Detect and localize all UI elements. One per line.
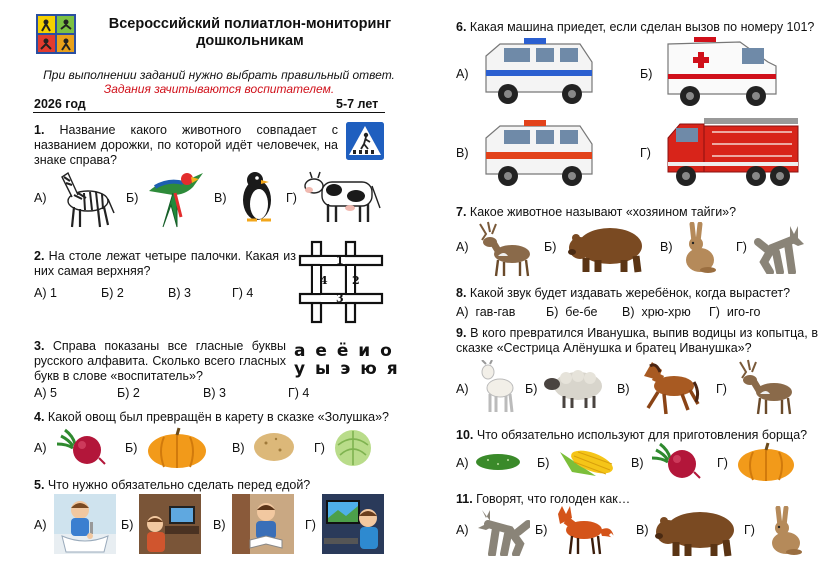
q3-option-d[interactable]: Г) 4: [288, 386, 310, 400]
q6-option-b[interactable]: Б): [640, 67, 653, 81]
watching-tv-icon[interactable]: [139, 494, 201, 554]
q1-option-b[interactable]: Б): [126, 191, 139, 205]
q9-option-a[interactable]: А): [456, 382, 469, 396]
bear-icon[interactable]: [566, 220, 648, 274]
instruction-text: При выполнении заданий нужно выбрать правильный ответ.: [43, 68, 395, 82]
stick-label-1: 1: [336, 254, 344, 267]
q11-option-a[interactable]: А): [456, 523, 469, 537]
question-10: [456, 428, 826, 443]
question-number: 4.: [34, 410, 45, 424]
stick-label-3: 3: [336, 292, 344, 305]
q8-option-b[interactable]: Б) бе-бе: [546, 305, 598, 319]
q6-option-d[interactable]: Г): [640, 146, 651, 160]
q4-option-d[interactable]: Г): [314, 441, 325, 455]
q9-option-c[interactable]: В): [617, 382, 630, 396]
potato-icon[interactable]: [252, 430, 296, 464]
question-text: Какое животное называют «хозяином тайги»?: [469, 205, 737, 219]
police-car-icon[interactable]: [480, 34, 598, 110]
hare-icon[interactable]: [678, 222, 718, 274]
question-text: Какой звук будет издавать жеребёнок, когда вырастет?: [469, 286, 791, 300]
header-divider: [33, 112, 385, 113]
wolf-icon[interactable]: [474, 506, 530, 556]
question-number: 2.: [34, 249, 45, 263]
question-text: На столе лежат четыре палочки. Какая из них самая верхняя?: [34, 249, 296, 278]
q1-option-a[interactable]: А): [34, 191, 47, 205]
question-number: 9.: [456, 326, 467, 340]
sticks-puzzle: [298, 240, 384, 324]
question-text: Говорят, что голоден как…: [476, 492, 631, 506]
question-9: [456, 326, 818, 356]
question-text: Какая машина приедет, если сделан вызов по номеру 101?: [469, 20, 815, 34]
age-label: 5-7 лет: [336, 97, 379, 111]
question-number: 10.: [456, 428, 474, 442]
stick-label-2: 2: [352, 274, 360, 287]
question-number: 3.: [34, 339, 45, 353]
vowels-row-1: а е ё и о: [294, 341, 394, 361]
question-text: Справа показаны все гласные буквы русского алфавита. Сколько всего гласных букв в слове «воспитатель»?: [34, 339, 286, 383]
question-3: [34, 339, 286, 384]
penguin-icon[interactable]: [235, 168, 281, 224]
q8-option-a[interactable]: А) гав-гав: [456, 305, 516, 319]
title-line-1: Всероссийский полиатлон-мониторинг: [108, 16, 392, 32]
q9-option-b[interactable]: Б): [525, 382, 538, 396]
note-text: Задания зачитываются воспитателем.: [103, 82, 335, 96]
q10-option-a[interactable]: А): [456, 456, 469, 470]
question-number: 1.: [34, 123, 45, 137]
reindeer-icon[interactable]: [734, 358, 796, 416]
question-7: [456, 205, 826, 220]
q5-option-d[interactable]: Г): [305, 518, 316, 532]
question-4: [34, 410, 394, 425]
q2-option-b[interactable]: Б) 2: [101, 286, 124, 300]
question-11: [456, 492, 826, 507]
ambulance-icon[interactable]: [664, 34, 782, 110]
question-number: 8.: [456, 286, 467, 300]
q3-option-a[interactable]: А) 5: [34, 386, 57, 400]
reindeer-icon[interactable]: [474, 220, 534, 278]
question-text: В кого превратился Иванушка, выпив водицы из копытца, в сказке «Сестрица Алёнушка и братец Иванушка»?: [456, 326, 818, 355]
question-number: 11.: [456, 492, 473, 506]
fire-truck-icon[interactable]: [664, 114, 802, 192]
question-1: [34, 123, 338, 168]
question-text: Что обязательно используют для приготовления борща?: [476, 428, 808, 442]
question-8: [456, 286, 826, 301]
q10-option-c[interactable]: В): [631, 456, 644, 470]
bear-icon[interactable]: [654, 504, 740, 558]
pumpkin-icon[interactable]: [146, 427, 208, 469]
q9-option-d[interactable]: Г): [716, 382, 727, 396]
q7-option-b[interactable]: Б): [544, 240, 557, 254]
q7-option-d[interactable]: Г): [736, 240, 747, 254]
beet-icon[interactable]: [55, 426, 107, 466]
q6-option-c[interactable]: В): [456, 146, 469, 160]
q5-option-b[interactable]: Б): [121, 518, 134, 532]
q8-option-d[interactable]: Г) иго-го: [709, 305, 761, 319]
question-text: Название какого животного совпадает с названием дорожки, по которой идёт человечек, на знаке справа?: [34, 123, 338, 167]
q7-option-c[interactable]: В): [660, 240, 673, 254]
computer-game-icon[interactable]: [322, 494, 384, 554]
q1-option-c[interactable]: В): [214, 191, 227, 205]
q11-option-b[interactable]: Б): [535, 523, 548, 537]
cucumber-icon[interactable]: [474, 450, 522, 474]
q4-option-c[interactable]: В): [232, 441, 245, 455]
logo: [36, 14, 76, 54]
question-number: 6.: [456, 20, 467, 34]
q2-option-d[interactable]: Г) 4: [232, 286, 254, 300]
q8-option-c[interactable]: В) хрю-хрю: [622, 305, 691, 319]
wolf-icon[interactable]: [754, 222, 806, 274]
page-title: [80, 16, 420, 50]
q3-option-b[interactable]: Б) 2: [117, 386, 140, 400]
stick-label-4: 4: [320, 274, 328, 287]
cow-icon[interactable]: [304, 168, 386, 224]
question-5: [34, 478, 394, 493]
corn-icon[interactable]: [556, 442, 618, 482]
q3-option-c[interactable]: В) 3: [203, 386, 226, 400]
sheep-icon[interactable]: [542, 366, 606, 410]
question-text: Что нужно обязательно сделать перед едой?: [47, 478, 311, 492]
zebra-icon[interactable]: [52, 165, 118, 229]
q11-option-c[interactable]: В): [636, 523, 649, 537]
gas-service-car-icon[interactable]: [480, 114, 598, 192]
q2-option-c[interactable]: В) 3: [168, 286, 191, 300]
q5-option-c[interactable]: В): [213, 518, 226, 532]
q5-option-a[interactable]: А): [34, 518, 47, 532]
instructions: [24, 68, 414, 96]
reading-book-icon[interactable]: [232, 494, 294, 554]
horse-icon[interactable]: [636, 358, 700, 416]
question-6: [456, 20, 826, 35]
year-label: 2026 год: [34, 97, 86, 111]
q6-option-a[interactable]: А): [456, 67, 469, 81]
vowels-row-2: у ы э ю я: [294, 359, 400, 379]
question-number: 7.: [456, 205, 467, 219]
hare-icon[interactable]: [764, 506, 804, 556]
q10-option-d[interactable]: Г): [717, 456, 728, 470]
goat-icon[interactable]: [476, 360, 516, 414]
fox-icon[interactable]: [552, 504, 616, 556]
q4-option-a[interactable]: А): [34, 441, 47, 455]
pedestrian-crossing-sign-icon: [345, 121, 385, 161]
q2-option-a[interactable]: А) 1: [34, 286, 57, 300]
q11-option-d[interactable]: Г): [744, 523, 755, 537]
parrot-icon[interactable]: [145, 165, 205, 229]
beet-icon[interactable]: [650, 440, 702, 480]
question-2: [34, 249, 296, 279]
q4-option-b[interactable]: Б): [125, 441, 138, 455]
question-text: Какой овощ был превращён в карету в сказке «Золушка»?: [47, 410, 389, 424]
q7-option-a[interactable]: А): [456, 240, 469, 254]
q1-option-d[interactable]: Г): [286, 191, 297, 205]
question-number: 5.: [34, 478, 45, 492]
washing-hands-icon[interactable]: [54, 494, 116, 554]
q10-option-b[interactable]: Б): [537, 456, 550, 470]
cabbage-icon[interactable]: [332, 427, 374, 467]
pumpkin-icon[interactable]: [736, 442, 796, 482]
title-line-2: дошкольникам: [196, 33, 304, 49]
